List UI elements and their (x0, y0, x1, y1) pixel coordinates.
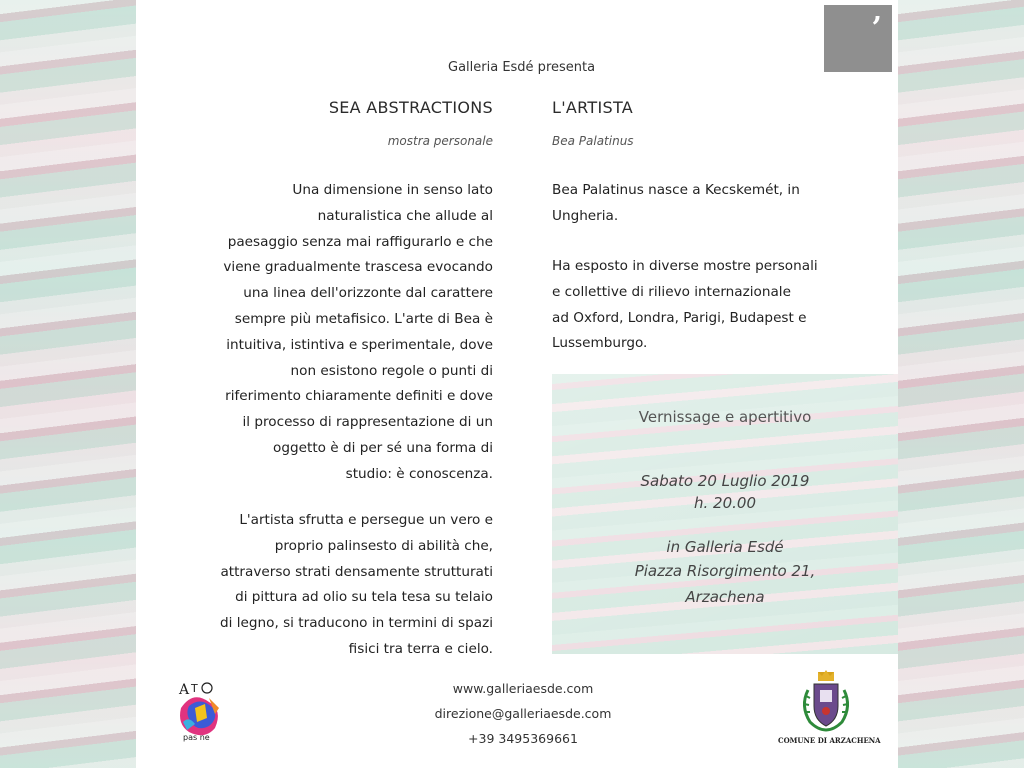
phone-number: +39 3495369661 (468, 731, 578, 746)
text-line: Una dimensione in senso lato (292, 182, 493, 198)
text-line: viene gradualmente trascesa evocando (223, 259, 493, 276)
art-logo-icon (175, 678, 237, 744)
text-line: una linea dell'orizzonte dal carattere (243, 285, 493, 302)
text-line: sempre più metafisico. L'arte di Bea è (234, 310, 493, 327)
artist-name: Bea Palatinus (552, 134, 634, 148)
text-line: riferimento chiaramente definiti e dove (225, 388, 493, 405)
coat-of-arms-icon (778, 670, 874, 734)
website-link[interactable]: www.galleriaesde.com (452, 681, 594, 696)
text-line: Ungheria. (552, 207, 619, 224)
svg-text:A: A (179, 682, 190, 698)
vernissage-heading: Vernissage e apertitivo (638, 408, 812, 426)
text-line: fisici tra terra e cielo. (348, 640, 493, 657)
exhibition-technique (170, 508, 493, 663)
event-date: Sabato 20 Luglio 2019 (640, 472, 810, 490)
text-line: e collettive di rilievo internazionale (552, 283, 791, 300)
artist-section-title: L'ARTISTA (552, 98, 634, 117)
text-line: di legno, si traducono in termini di spazi (220, 615, 493, 632)
artist-bio-exhibitions (552, 254, 872, 357)
text-line: studio: è conoscenza. (345, 465, 493, 482)
text-line: proprio palinsesto di abilità che, (274, 537, 493, 554)
text-line: naturalistica che allude al (317, 207, 493, 224)
text-line: Bea Palatinus nasce a Kecskemét, in (552, 182, 800, 198)
exhibition-title: SEA ABSTRACTIONS (328, 98, 493, 117)
exhibition-description (170, 178, 493, 488)
text-line: paesaggio senza mai raffigurarlo e che (227, 233, 493, 250)
comune-logo (778, 670, 881, 748)
gallery-logo-icon: ’ (824, 5, 892, 72)
painting-background-right (898, 0, 1024, 768)
exhibition-subtitle: mostra personale (387, 134, 493, 148)
event-venue: in Galleria Esdé (666, 538, 784, 556)
text-line: di pittura ad olio su tela tesa su telaio (235, 589, 493, 606)
text-line: Ha esposto in diverse mostre personali (552, 258, 818, 274)
text-line: attraverso strati densamente strutturati (220, 563, 493, 580)
text-line: intuitiva, istintiva e sperimentale, dove (226, 336, 493, 353)
text-line: Lussemburgo. (552, 335, 648, 352)
text-line: L'artista sfrutta e persegue un vero e (239, 512, 493, 528)
text-line: il processo di rappresentazione di un (242, 414, 493, 431)
vernissage-panel (552, 374, 898, 654)
event-city: Arzachena (685, 588, 765, 606)
text-line: ad Oxford, Londra, Parigi, Budapest e (552, 309, 807, 326)
painting-background-left (0, 0, 136, 768)
presenta-line: Galleria Esdé presenta (448, 60, 596, 75)
comune-label: COMUNE DI ARZACHENA (778, 736, 881, 745)
text-line: oggetto è di per sé una forma di (273, 439, 493, 456)
text-line: non esistono regole o punti di (290, 362, 493, 379)
artist-bio-origin (552, 178, 872, 230)
event-address: Piazza Risorgimento 21, (634, 562, 816, 580)
svg-text:pas ne: pas ne (183, 733, 210, 742)
email-link[interactable]: direzione@galleriaesde.com (434, 706, 612, 721)
svg-text:T: T (191, 682, 198, 695)
event-time: h. 20.00 (694, 494, 756, 512)
